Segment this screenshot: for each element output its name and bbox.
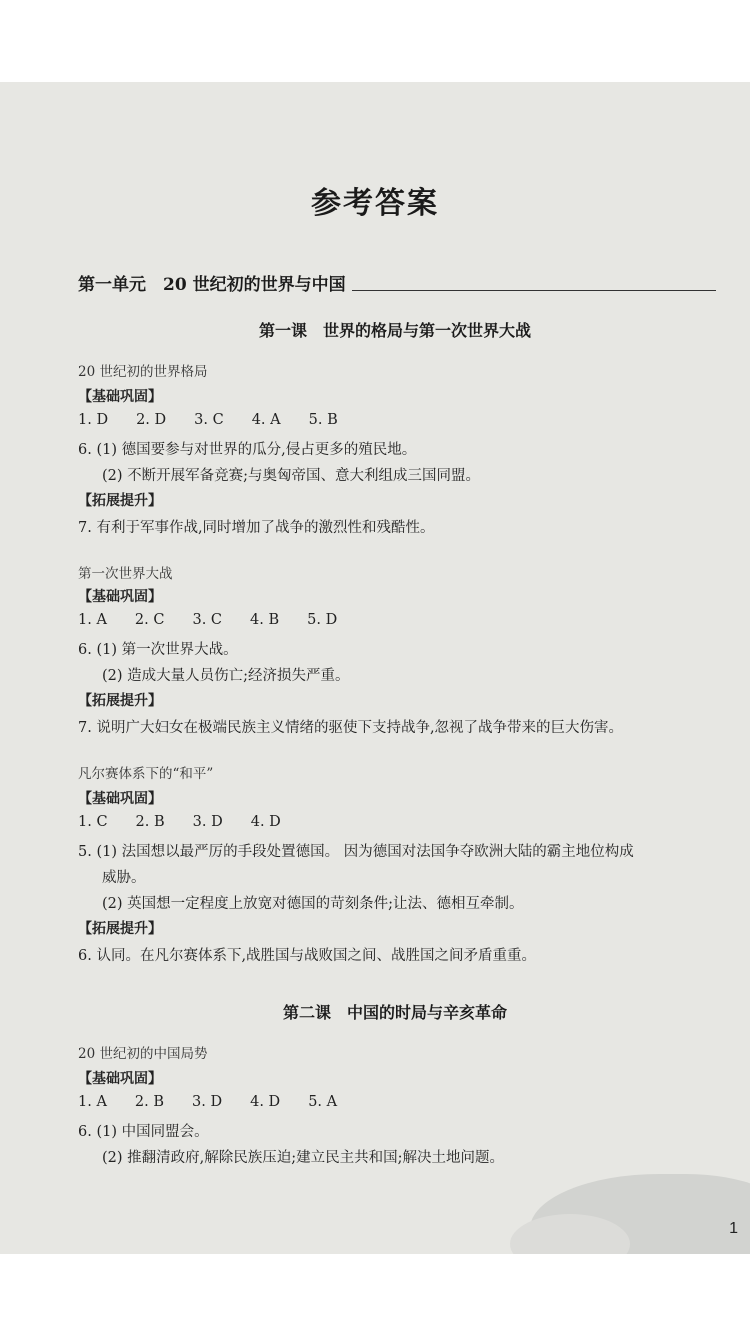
mc-answer: 2. B	[135, 814, 165, 830]
mc-answer: 2. D	[136, 412, 167, 428]
mc-answer: 3. D	[192, 1094, 223, 1110]
mc-answer: 1. C	[78, 814, 108, 830]
mc-answers	[78, 814, 309, 830]
mc-answer: 5. B	[308, 412, 338, 428]
extension-tag: 【拓展提升】	[78, 493, 162, 509]
page-number: 1	[729, 1220, 738, 1237]
answer-line: (2) 推翻清政府,解除民族压迫;建立民主共和国;解决土地问题。	[102, 1150, 505, 1166]
answer-line: 7. 有利于军事作战,同时增加了战争的激烈性和残酷性。	[78, 520, 435, 536]
answer-line: 6. (1) 中国同盟会。	[78, 1124, 209, 1140]
document-page	[0, 82, 750, 1254]
mc-answer: 3. D	[192, 814, 223, 830]
answer-line: (2) 不断开展军备竞赛;与奥匈帝国、意大利组成三国同盟。	[102, 468, 481, 484]
answer-line: 6. (1) 德国要参与对世界的瓜分,侵占更多的殖民地。	[78, 442, 417, 458]
section-heading: 第一次世界大战	[78, 566, 173, 582]
answer-line: 5. (1) 法国想以最严厉的手段处置德国。 因为德国对法国争夺欧洲大陆的霸主地位构成	[78, 844, 634, 860]
mc-answer: 1. A	[78, 1094, 107, 1110]
basic-tag: 【基础巩固】	[78, 791, 162, 807]
mc-answers	[78, 612, 365, 628]
lesson-2-title: 第二课 中国的时局与辛亥革命	[282, 1003, 507, 1022]
answer-line: 威胁。	[102, 870, 146, 886]
extension-tag: 【拓展提升】	[78, 693, 162, 709]
mc-answer: 1. A	[78, 612, 107, 628]
answer-line: 7. 说明广大妇女在极端民族主义情绪的驱使下支持战争,忽视了战争带来的巨大伤害。	[78, 720, 624, 736]
mc-answer: 2. C	[134, 612, 165, 628]
unit-underline	[352, 290, 716, 291]
mc-answer: 4. D	[250, 1094, 281, 1110]
page-title: 参考答案	[311, 186, 439, 221]
basic-tag: 【基础巩固】	[78, 1071, 162, 1087]
mc-answer: 4. A	[251, 412, 281, 428]
section-heading: 20 世纪初的中国局势	[78, 1046, 208, 1062]
mc-answer: 3. C	[192, 612, 223, 628]
section-heading: 20 世纪初的世界格局	[78, 364, 208, 380]
unit-heading	[78, 270, 716, 295]
answer-line: 6. 认同。在凡尔赛体系下,战胜国与战败国之间、战胜国之间矛盾重重。	[78, 948, 537, 964]
extension-tag: 【拓展提升】	[78, 921, 162, 937]
lesson-1-title: 第一课 世界的格局与第一次世界大战	[258, 321, 531, 340]
answer-line: (2) 英国想一定程度上放宽对德国的苛刻条件;让法、德相互牵制。	[102, 896, 524, 912]
answer-line: (2) 造成大量人员伤亡;经济损失严重。	[102, 668, 350, 684]
unit-title: 第一单元 20 世纪初的世界与中国	[78, 275, 346, 295]
mc-answer: 3. C	[194, 412, 224, 428]
mc-answers	[78, 412, 366, 428]
section-heading: 凡尔赛体系下的“和平”	[78, 766, 214, 782]
mc-answer: 4. B	[250, 612, 280, 628]
mc-answers	[78, 1094, 365, 1110]
basic-tag: 【基础巩固】	[78, 589, 162, 605]
mc-answer: 5. A	[308, 1094, 338, 1110]
mc-answer: 4. D	[250, 814, 281, 830]
answer-line: 6. (1) 第一次世界大战。	[78, 642, 238, 658]
mc-answer: 5. D	[307, 612, 338, 628]
mc-answer: 2. B	[134, 1094, 165, 1110]
basic-tag: 【基础巩固】	[78, 389, 162, 405]
mc-answer: 1. D	[78, 412, 109, 428]
